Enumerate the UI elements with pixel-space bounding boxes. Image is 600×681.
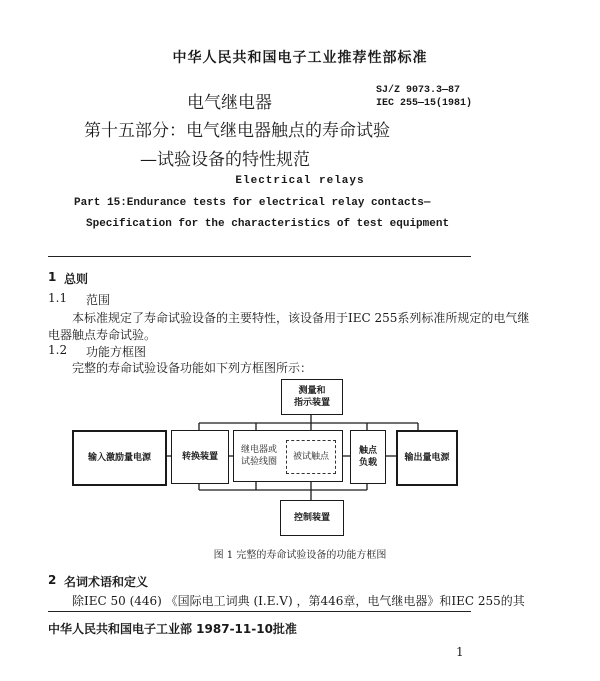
output-power-label: 输出量电源 — [404, 452, 450, 463]
section-1-1-number: 1.1 — [48, 291, 68, 305]
switching-device-box — [171, 430, 229, 484]
section-1-2-number: 1.2 — [48, 343, 68, 357]
contact-under-test-label: 被试触点 — [292, 451, 329, 462]
section-1-1-body-line-2: 电器触点寿命试验。 — [48, 328, 157, 342]
page-number: 1 — [456, 645, 464, 659]
measure-indicate-box — [281, 379, 343, 415]
title-cn-line-2: 第十五部分：电气继电器触点的寿命试验 — [84, 121, 390, 141]
section-2-number: 2 — [48, 573, 57, 587]
contact-load-label: 触点 负载 — [358, 445, 377, 468]
title-cn-line-1: 电气继电器 — [187, 93, 272, 113]
contact-load-box — [350, 430, 386, 484]
title-en-line-3: Specification for the characteristics of test equipment — [86, 218, 450, 230]
section-2-body-line-1: 除IEC 50 (446) 《国际电工词典 (I.E.V) ，第446章，电气继电器》和IEC 255的其 — [72, 594, 525, 608]
section-2-title: 名词术语和定义 — [64, 575, 149, 589]
approval-footer: 中华人民共和国电子工业部 1987-11-10批准 — [48, 622, 297, 636]
section-1-title: 总则 — [64, 272, 89, 286]
figure-caption: 图 1 完整的寿命试验设备的功能方框图 — [213, 550, 387, 561]
section-1-1-title: 范围 — [86, 293, 111, 307]
title-en-line-2: Part 15:Endurance tests for electrical relay contacts— — [74, 197, 431, 209]
footer-divider — [48, 611, 471, 612]
contact-under-test-box — [286, 440, 336, 474]
input-power-label: 输入激励量电源 — [87, 452, 151, 463]
standard-category-header: 中华人民共和国电子工业推荐性部标准 — [172, 50, 428, 66]
title-cn-line-3: —试验设备的特性规范 — [140, 150, 310, 170]
relay-coil-label: 继电器或 试验线圈 — [241, 444, 278, 467]
output-power-box — [396, 430, 458, 486]
input-power-box — [72, 430, 167, 486]
control-device-box — [280, 500, 344, 536]
section-1-number: 1 — [48, 270, 57, 284]
standard-code-iec: IEC 255—15(1981) — [376, 98, 473, 109]
title-en-line-1: Electrical relays — [235, 175, 365, 187]
measure-indicate-label: 测量和 指示装置 — [293, 385, 330, 408]
section-1-2-title: 功能方框图 — [86, 345, 147, 359]
switching-device-label: 转换装置 — [181, 451, 218, 462]
section-1-2-body: 完整的寿命试验设备功能如下列方框图所示： — [72, 361, 313, 375]
control-device-label: 控制装置 — [293, 512, 330, 523]
section-1-1-body-line-1: 本标准规定了寿命试验设备的主要特性，该设备用于IEC 255系列标准所规定的电气继 — [72, 311, 530, 325]
standard-code-sj: SJ/Z 9073.3—87 — [376, 85, 461, 96]
